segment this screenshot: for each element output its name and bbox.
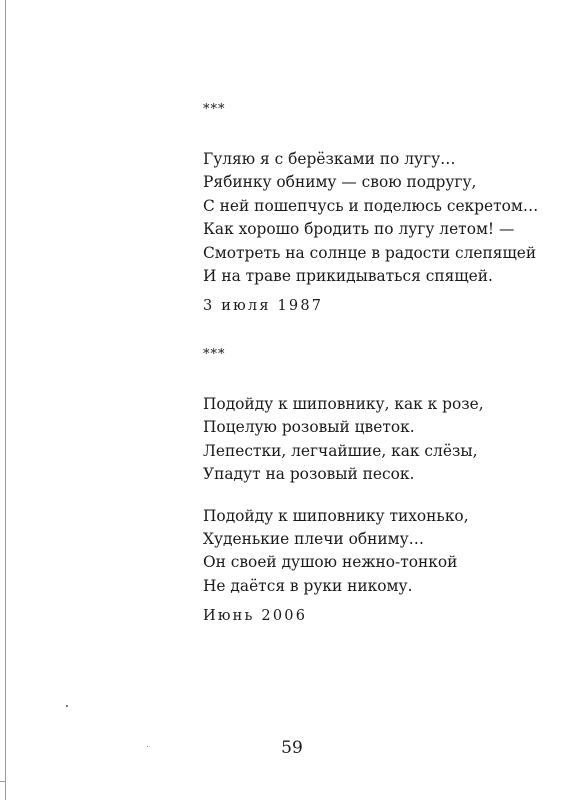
poem-1: [203, 101, 563, 316]
poem-line: И на траве прикидываться спящей.: [203, 267, 493, 286]
poem-line: Подойду к шиповнику тихонько,: [203, 506, 469, 525]
poem-line: Лепестки, легчайшие, как слёзы,: [203, 441, 478, 460]
poem-line: Он своей душою нежно-тонкой: [203, 553, 458, 572]
poem-date: 3 июля 1987: [203, 298, 324, 315]
poem-2: [203, 346, 563, 626]
poem-line: Как хорошо бродить по лугу летом! —: [203, 220, 515, 239]
poem-separator: ***: [203, 102, 226, 117]
scan-speck: [66, 705, 68, 707]
poem-line: Упадут на розовый песок.: [203, 465, 415, 484]
poem-line: С ней пошепчусь и поделюсь секретом…: [203, 196, 539, 215]
poem-1-stanza-1: [203, 148, 563, 288]
poem-separator: ***: [203, 347, 226, 362]
poem-line: Не даётся в руки никому.: [203, 576, 413, 595]
poem-line: Поцелую розовый цветок.: [203, 418, 415, 437]
poem-line: Смотреть на солнце в радости слепящей: [203, 243, 537, 262]
page-number: 59: [281, 738, 303, 758]
poem-line: Рябинку обниму — свою подругу,: [203, 173, 477, 192]
poem-date: Июнь 2006: [203, 608, 308, 625]
poem-2-stanza-1: [203, 393, 563, 487]
poem-line: Подойду к шиповнику, как к розе,: [203, 395, 484, 413]
poem-2-stanza-2: [203, 505, 563, 599]
poem-line: Гуляю я с берёзками по лугу…: [203, 150, 456, 168]
scan-page-edge: [5, 0, 6, 800]
scan-edge-mark: [0, 781, 6, 782]
poem-line: Худенькие плечи обниму…: [203, 530, 425, 549]
